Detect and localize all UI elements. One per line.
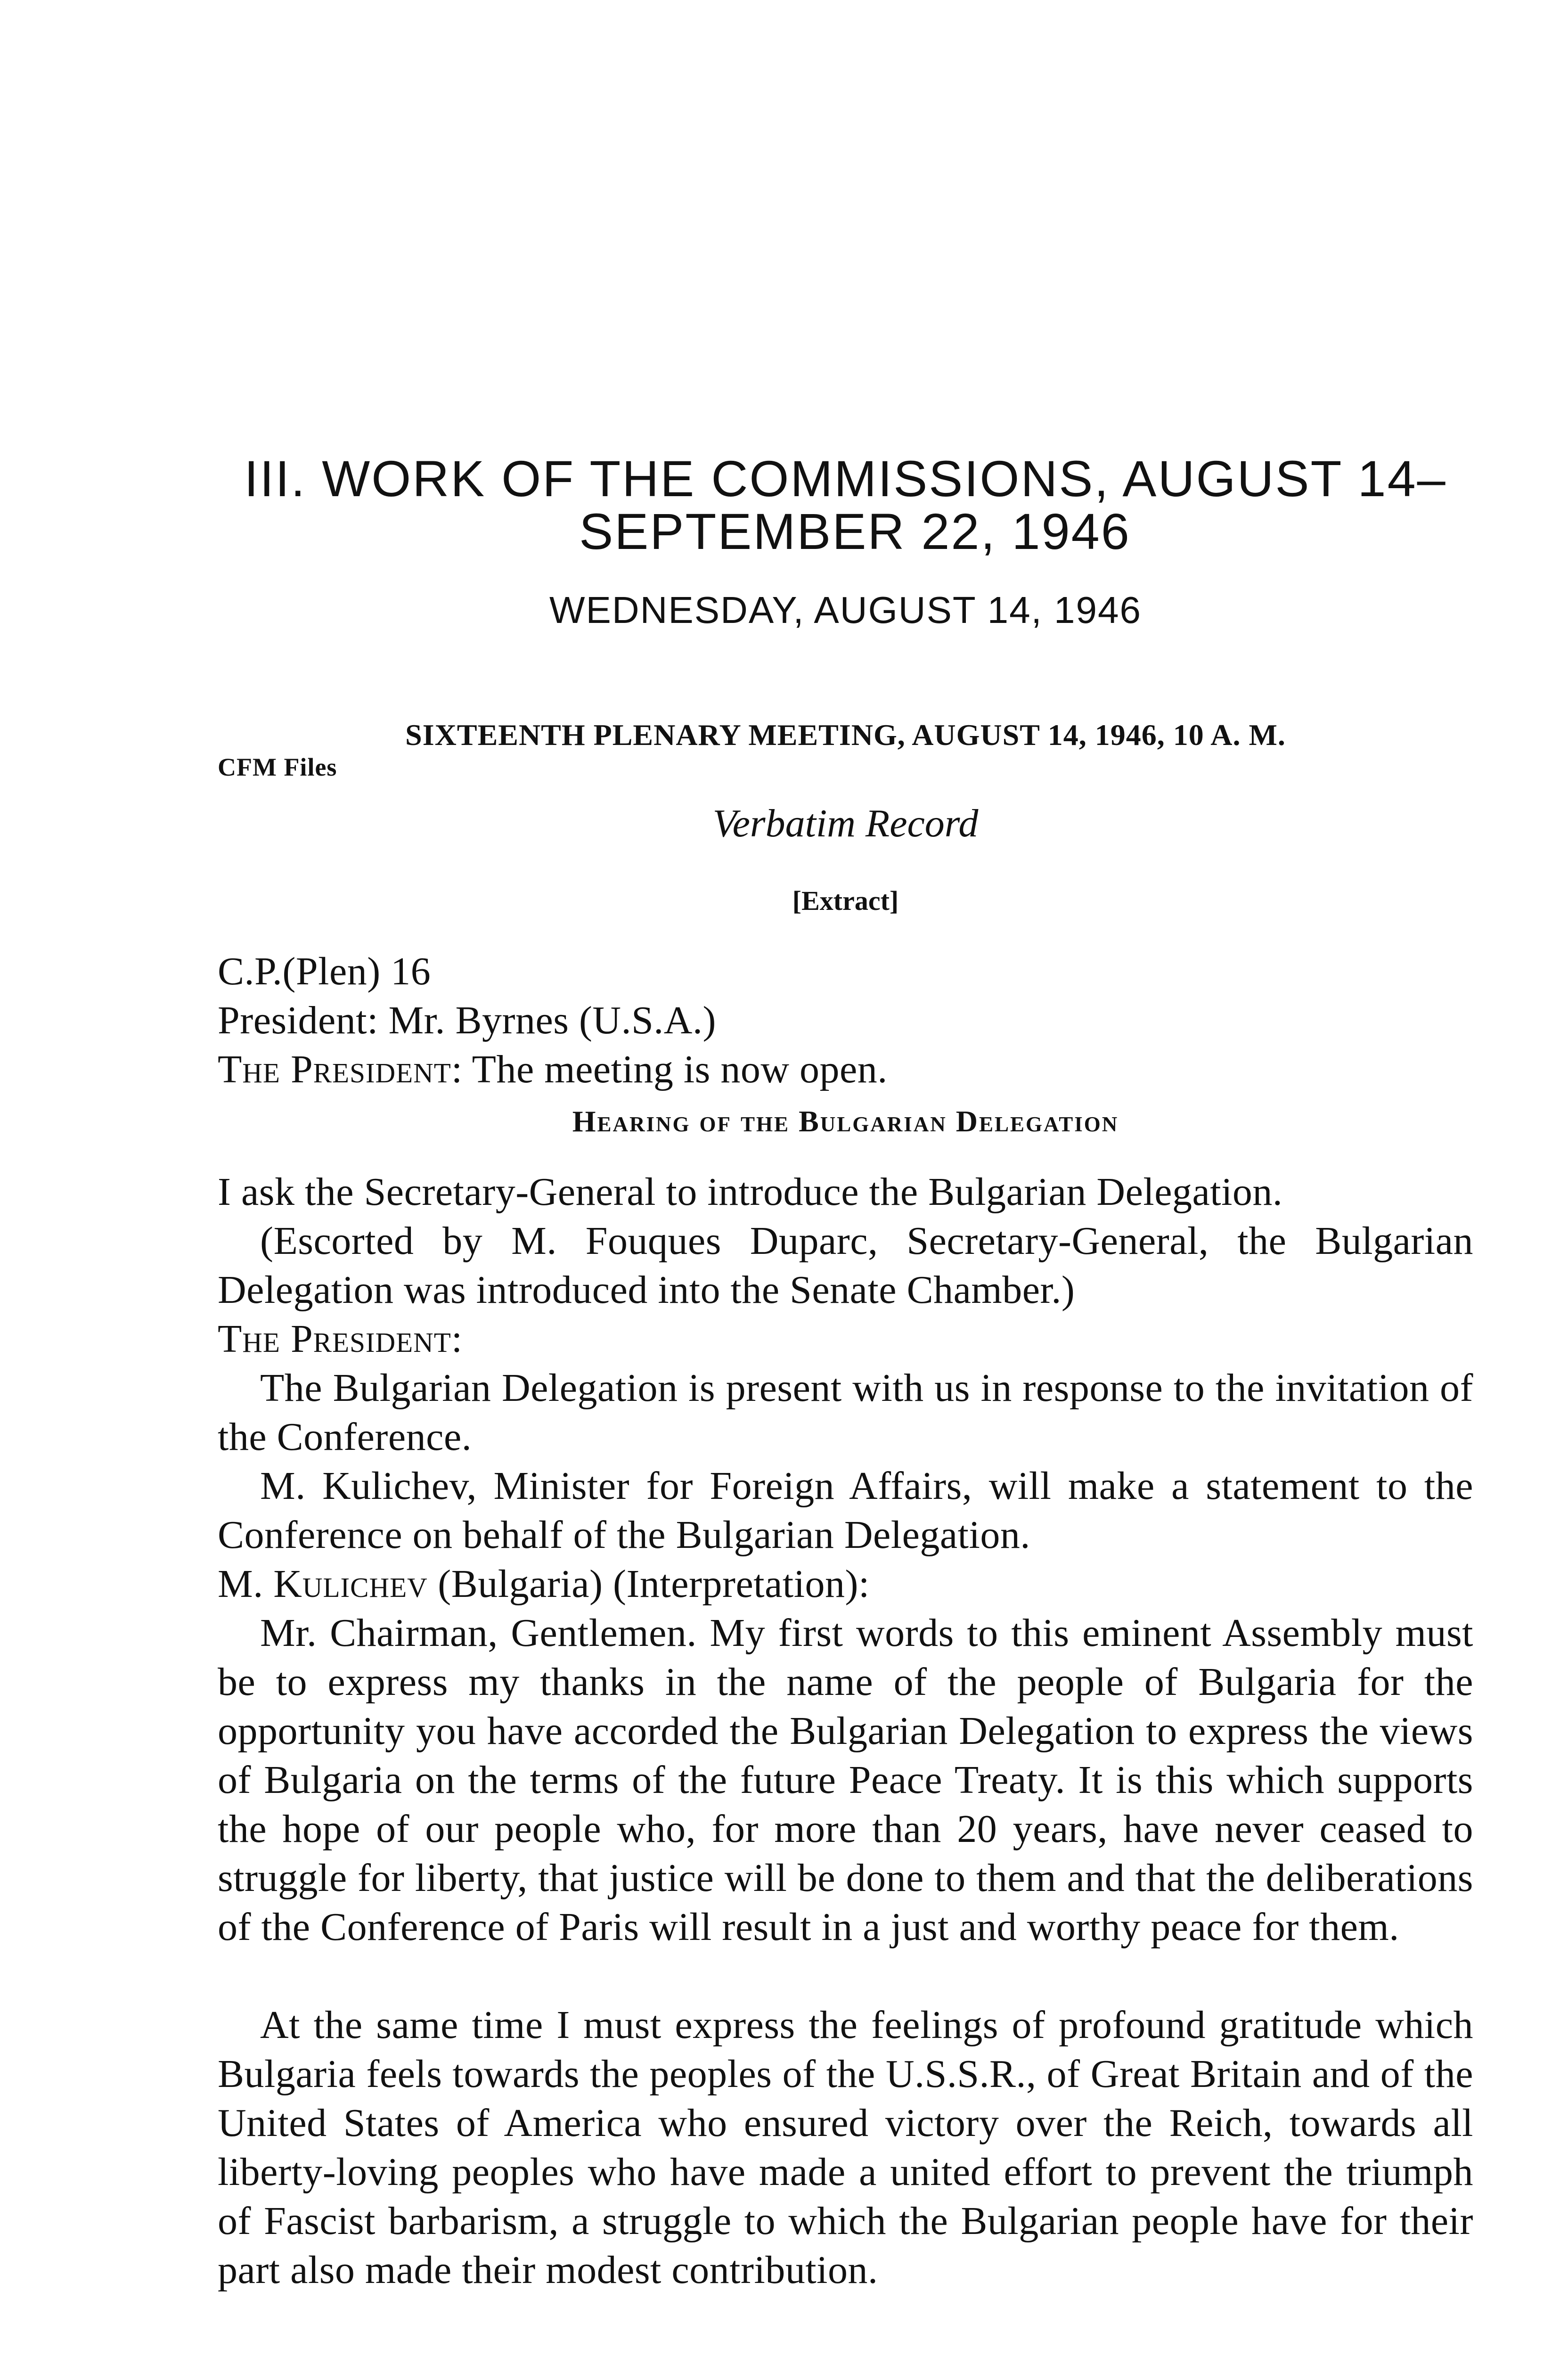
speaker-name: Kulichev [273, 1562, 428, 1606]
speaker-name: The President [218, 1317, 451, 1361]
chapter-title-line2: SEPTEMBER 22, 1946 [579, 503, 1131, 560]
chapter-title [218, 452, 1473, 558]
paragraph: The Bulgarian Delegation is present with us in response to the invitation of the Conference. [218, 1366, 1473, 1459]
paragraph: At the same time I must express the feelings of profound gratitude which Bulgaria feels towards the peoples of the U.S.S.R., of Great Britain and of the United States of America who ensured victory over the Reich, towards all liberty-loving peoples who have made a united effort to prevent the triumph of Fascist barbarism, a struggle to which the Bulgarian people have for their part also made their modest contribution. [218, 2003, 1473, 2292]
paragraph: M. Kulichev, Minister for Foreign Affairs, will make a statement to the Conference on behalf of the Bulgarian Delegation. [218, 1464, 1473, 1557]
paragraph: Mr. Chairman, Gentlemen. My first words to this eminent Assembly must be to express my thanks in the name of the people of Bulgaria for the opportunity you have accorded the Bulgarian Delegation to express the views of Bulgaria on the terms of the future Peace Treaty. It is this which supports the hope of our people who, for more than 20 years, have never ceased to struggle for liberty, that justice will be done to them and that the deliberations of the Conference of Paris will result in a just and worthy peace for them. [218, 1611, 1473, 1949]
date-heading: WEDNESDAY, AUGUST 14, 1946 [549, 589, 1142, 631]
speaker-colon: : [451, 1317, 463, 1361]
president-remark [218, 1045, 1473, 1094]
extract-label: [Extract] [792, 885, 899, 916]
speaker-affiliation: (Bulgaria) (Interpretation): [427, 1562, 870, 1606]
chapter-title-line1: III. WORK OF THE COMMISSIONS, AUGUST 14– [244, 450, 1447, 507]
speaker-prefix: M. [218, 1562, 263, 1606]
section-heading: Hearing of the Bulgarian Delegation [572, 1104, 1119, 1138]
president-line: President: Mr. Byrnes (U.S.A.) [218, 998, 716, 1042]
meeting-heading: SIXTEENTH PLENARY MEETING, AUGUST 14, 1946, 10 A. M. [405, 718, 1286, 752]
paragraph: I ask the Secretary-General to introduce the Bulgarian Delegation. [218, 1170, 1283, 1214]
source-label: CFM Files [218, 753, 337, 781]
remark-text: : The meeting is now open. [451, 1047, 888, 1091]
paragraph: (Escorted by M. Fouques Duparc, Secretary-General, the Bulgarian Delegation was introduced into the Senate Chamber.) [218, 1219, 1473, 1312]
document-code: C.P.(Plen) 16 [218, 949, 431, 993]
speaker-line [218, 1315, 1473, 1364]
record-type: Verbatim Record [712, 802, 979, 845]
speaker-name: The President [218, 1047, 451, 1091]
speaker-line [218, 1560, 1473, 1609]
